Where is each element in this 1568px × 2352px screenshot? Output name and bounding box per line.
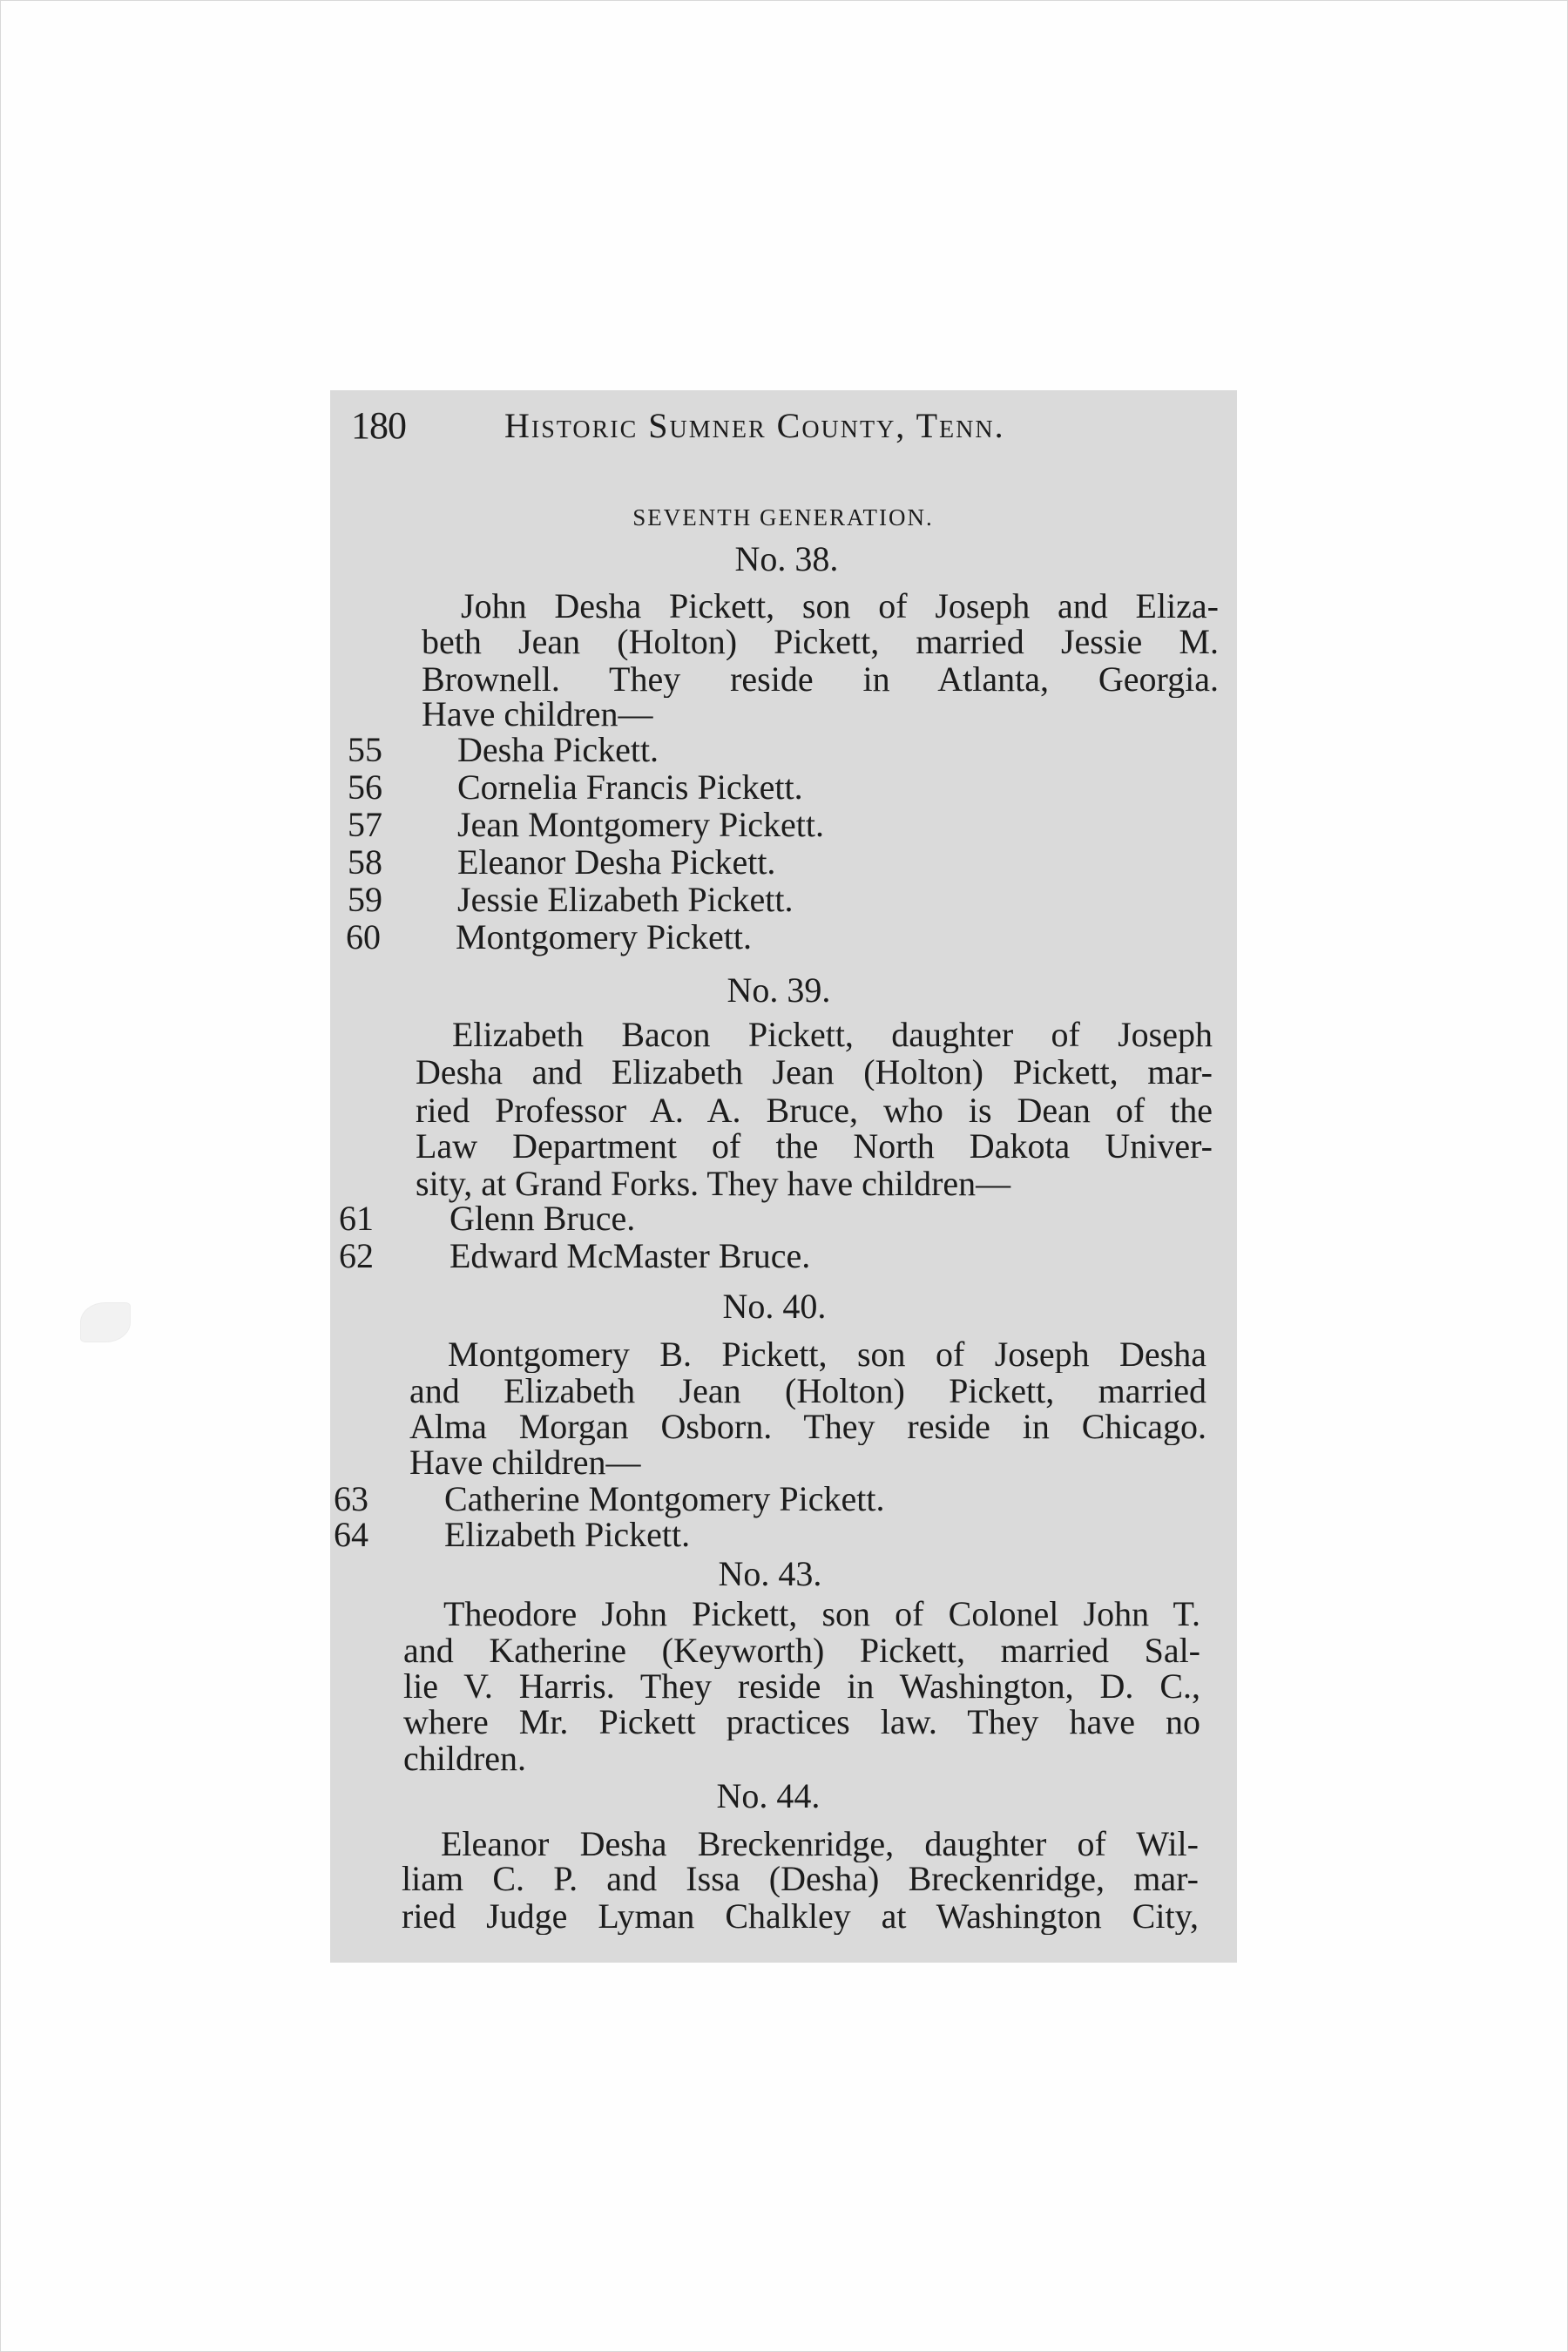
paragraph-line: Elizabeth Bacon Pickett, daughter of Joseph — [452, 1017, 1213, 1053]
paragraph-line: Law Department of the North Dakota Univer- — [416, 1128, 1213, 1165]
child-name: Eleanor Desha Pickett. — [457, 842, 776, 882]
paragraph-line: beth Jean (Holton) Pickett, married Jessie M. — [422, 624, 1219, 660]
paragraph-line: and Elizabeth Jean (Holton) Pickett, married — [409, 1373, 1206, 1409]
child-number: 60 — [346, 917, 381, 956]
child-name: Cornelia Francis Pickett. — [457, 767, 803, 807]
leaf-watermark-icon — [80, 1302, 131, 1342]
child-number: 64 — [334, 1515, 368, 1554]
paragraph-line: Desha and Elizabeth Jean (Holton) Pickett, mar- — [416, 1054, 1213, 1091]
paragraph-line: liam C. P. and Issa (Desha) Breckenridge, mar- — [402, 1861, 1199, 1897]
child-name: Glenn Bruce. — [449, 1199, 636, 1238]
child-name: Montgomery Pickett. — [456, 917, 752, 956]
paragraph-line: John Desha Pickett, son of Joseph and Eliza- — [461, 588, 1219, 625]
paragraph-line: Theodore John Pickett, son of Colonel John T. — [443, 1596, 1200, 1632]
child-number: 59 — [348, 880, 382, 919]
paragraph-line: Have children— — [422, 694, 653, 733]
child-number: 58 — [348, 842, 382, 882]
paragraph-line: and Katherine (Keyworth) Pickett, married Sal- — [403, 1632, 1200, 1669]
child-name: Edward McMaster Bruce. — [449, 1236, 811, 1275]
child-name: Elizabeth Pickett. — [444, 1515, 691, 1554]
paragraph-line: where Mr. Pickett practices law. They have no — [403, 1704, 1200, 1740]
child-name: Catherine Montgomery Pickett. — [444, 1479, 885, 1518]
child-number: 55 — [348, 730, 382, 769]
paragraph-line: lie V. Harris. They reside in Washington, D. C., — [403, 1668, 1200, 1705]
entry-heading: No. 39. — [727, 970, 831, 1010]
paragraph-line: ried Judge Lyman Chalkley at Washington City, — [402, 1898, 1199, 1935]
scanned-page — [330, 390, 1237, 1963]
paragraph-line: Montgomery B. Pickett, son of Joseph Desha — [448, 1336, 1206, 1373]
paragraph-line: children. — [403, 1739, 527, 1778]
paragraph-line: sity, at Grand Forks. They have children— — [416, 1164, 1011, 1203]
paragraph-line: Have children— — [409, 1443, 641, 1482]
running-title: Historic Sumner County, Tenn. — [504, 406, 1005, 445]
paragraph-line: Brownell. They reside in Atlanta, Georgia. — [422, 661, 1219, 698]
entry-heading: No. 44. — [716, 1776, 821, 1815]
paragraph-line: Alma Morgan Osborn. They reside in Chicago. — [409, 1409, 1206, 1445]
entry-heading: No. 40. — [722, 1287, 827, 1326]
entry-heading: No. 38. — [734, 539, 839, 578]
child-number: 63 — [334, 1479, 368, 1518]
child-number: 61 — [339, 1199, 374, 1238]
child-name: Desha Pickett. — [457, 730, 659, 769]
child-name: Jean Montgomery Pickett. — [457, 805, 825, 844]
child-number: 57 — [348, 805, 382, 844]
paragraph-line: ried Professor A. A. Bruce, who is Dean of the — [416, 1092, 1213, 1129]
child-number: 56 — [348, 767, 382, 807]
section-heading: SEVENTH GENERATION. — [632, 504, 934, 531]
page-number: 180 — [351, 404, 406, 447]
paragraph-line: Eleanor Desha Breckenridge, daughter of Wil- — [441, 1826, 1199, 1862]
child-name: Jessie Elizabeth Pickett. — [457, 880, 794, 919]
child-number: 62 — [339, 1236, 374, 1275]
entry-heading: No. 43. — [718, 1554, 822, 1593]
